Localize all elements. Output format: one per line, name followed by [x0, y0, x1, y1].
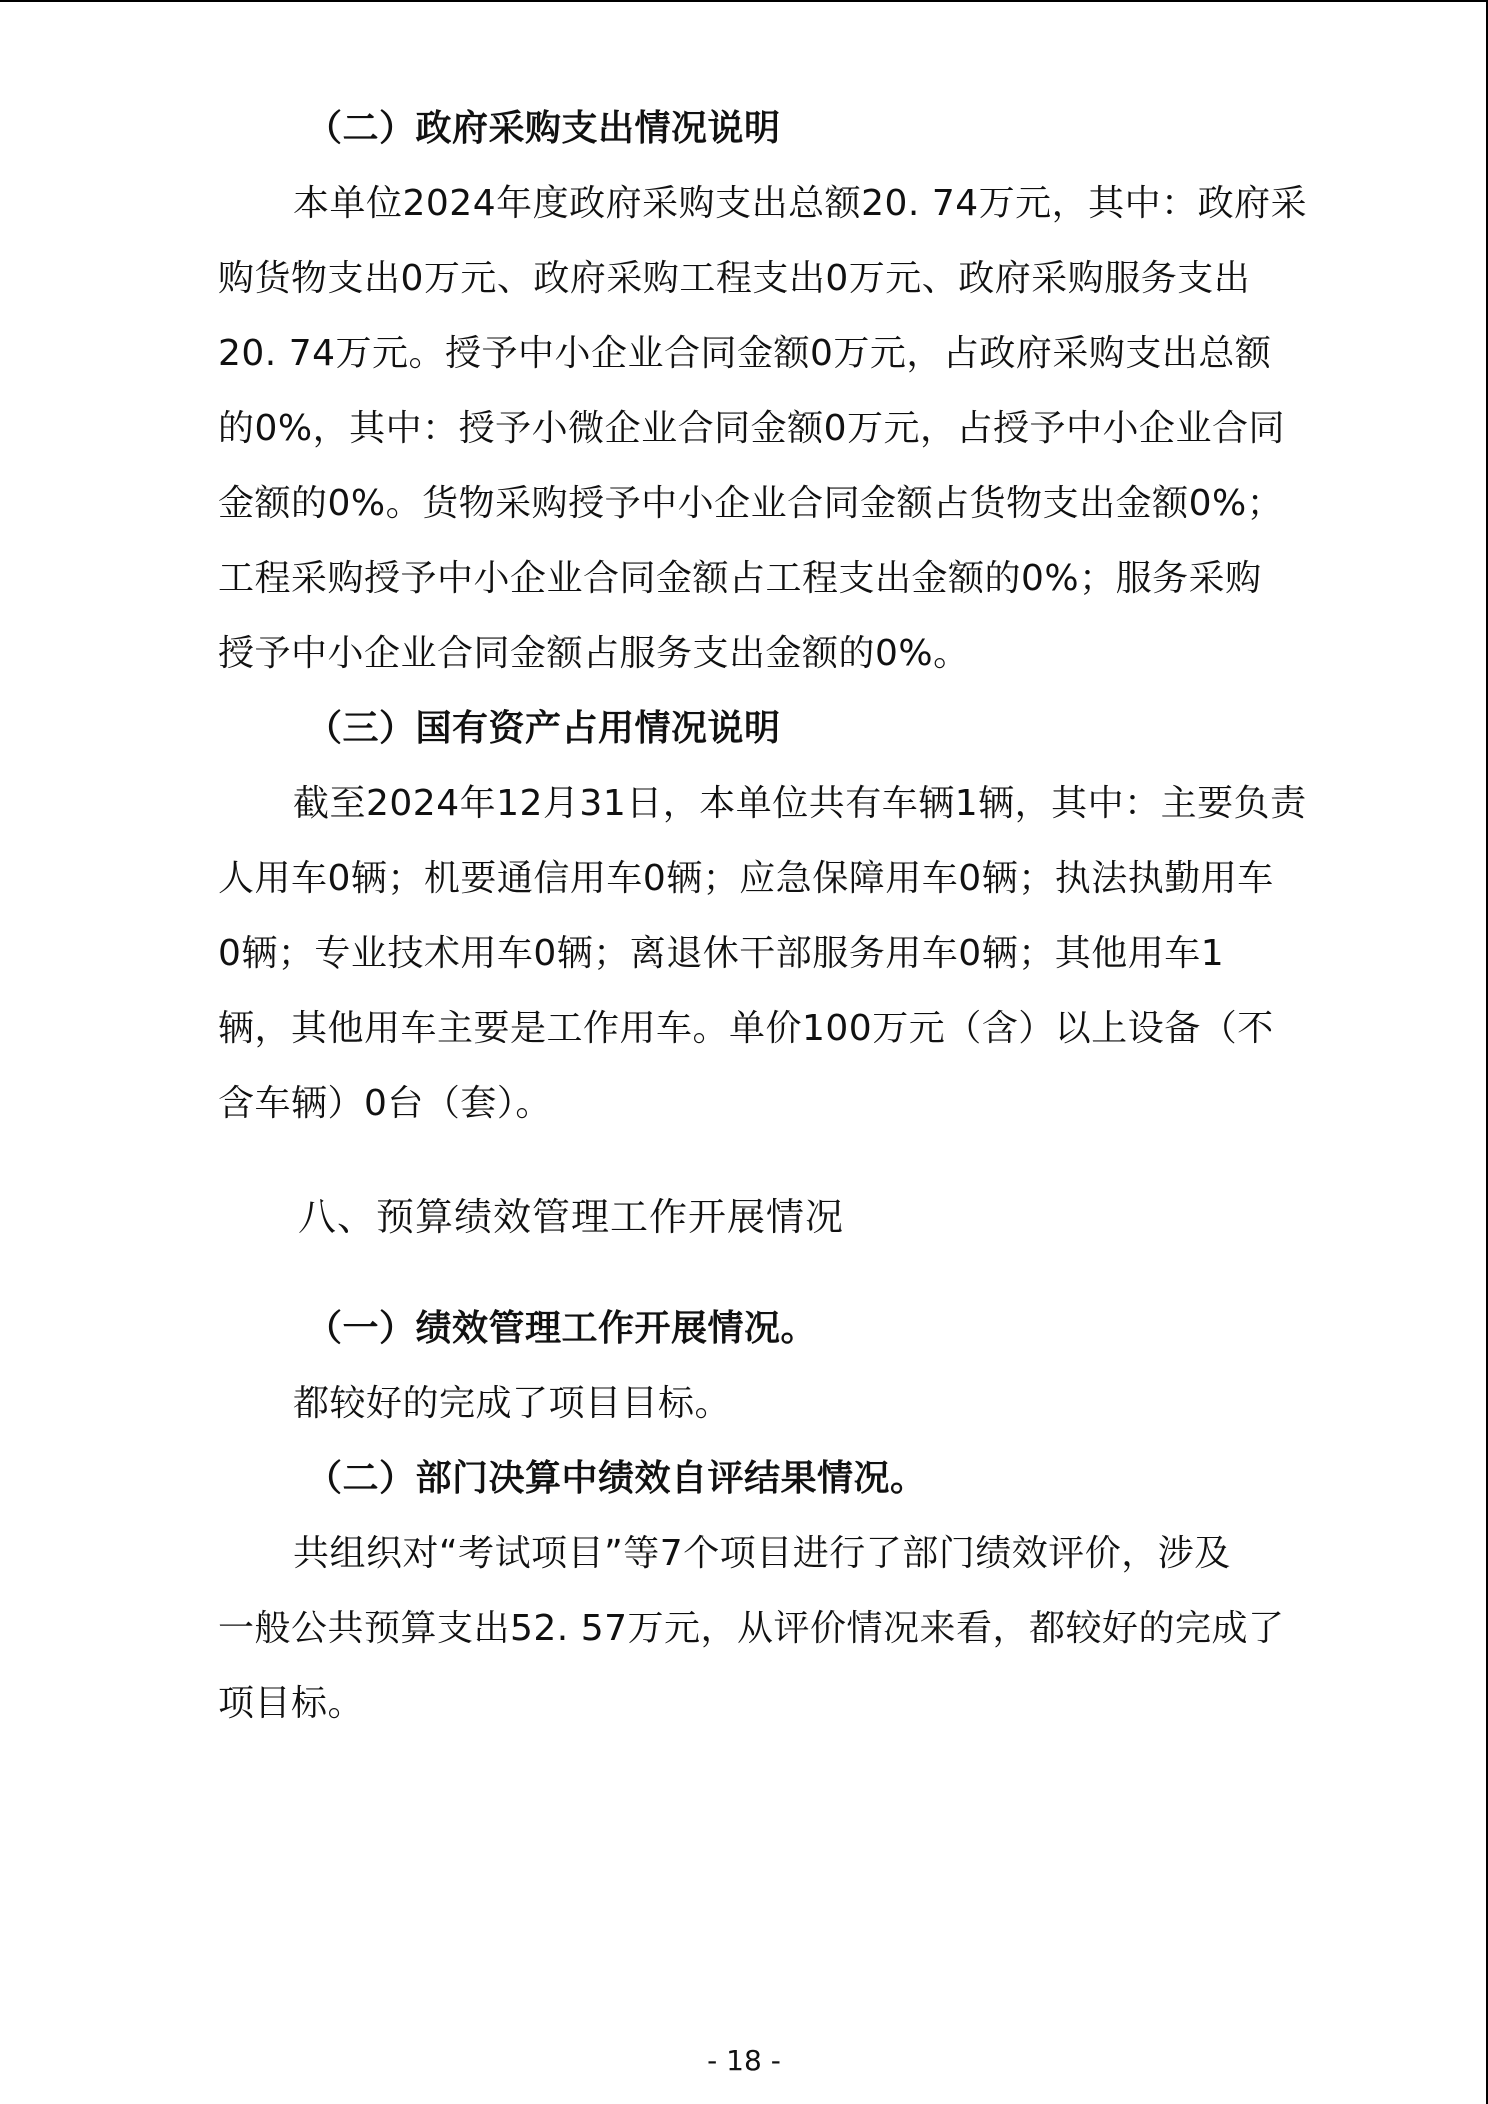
- performance-sub2-line: 一般公共预算支出52. 57万元，从评价情况来看，都较好的完成了: [218, 1608, 1285, 1649]
- assets-heading: （三）国有资产占用情况说明: [306, 708, 781, 749]
- procurement-line: 的0%，其中：授予小微企业合同金额0万元，占授予中小企业合同: [218, 408, 1286, 449]
- procurement-line: 工程采购授予中小企业合同金额占工程支出金额的0%；服务采购: [218, 558, 1262, 599]
- procurement-heading: （二）政府采购支出情况说明: [306, 108, 781, 149]
- procurement-line: 20. 74万元。授予中小企业合同金额0万元，占政府采购支出总额: [218, 333, 1272, 374]
- procurement-line: 本单位2024年度政府采购支出总额20. 74万元，其中：政府采: [293, 183, 1308, 224]
- performance-section-title: 八、预算绩效管理工作开展情况: [298, 1195, 845, 1239]
- page-border-top: [0, 0, 1488, 2]
- page-number: - 18 -: [707, 2044, 781, 2077]
- performance-sub2-line: 共组织对“考试项目”等7个项目进行了部门绩效评价，涉及: [293, 1533, 1231, 1574]
- procurement-line: 金额的0%。货物采购授予中小企业合同金额占货物支出金额0%；: [218, 483, 1284, 524]
- performance-sub2-line: 项目标。: [218, 1683, 365, 1724]
- assets-line: 人用车0辆；机要通信用车0辆；应急保障用车0辆；执法执勤用车: [218, 858, 1274, 899]
- procurement-line: 购货物支出0万元、政府采购工程支出0万元、政府采购服务支出: [218, 258, 1251, 299]
- assets-line: 0辆；专业技术用车0辆；离退休干部服务用车0辆；其他用车1: [218, 933, 1225, 974]
- assets-line: 含车辆）0台（套）。: [218, 1083, 552, 1124]
- assets-line: 辆，其他用车主要是工作用车。单价100万元（含）以上设备（不: [218, 1008, 1274, 1049]
- performance-sub2-heading: （二）部门决算中绩效自评结果情况。: [306, 1458, 927, 1499]
- procurement-line: 授予中小企业合同金额占服务支出金额的0%。: [218, 633, 970, 674]
- performance-sub1-line: 都较好的完成了项目目标。: [293, 1383, 732, 1424]
- assets-line: 截至2024年12月31日，本单位共有车辆1辆，其中：主要负责: [293, 783, 1307, 824]
- performance-sub1-heading: （一）绩效管理工作开展情况。: [306, 1308, 818, 1349]
